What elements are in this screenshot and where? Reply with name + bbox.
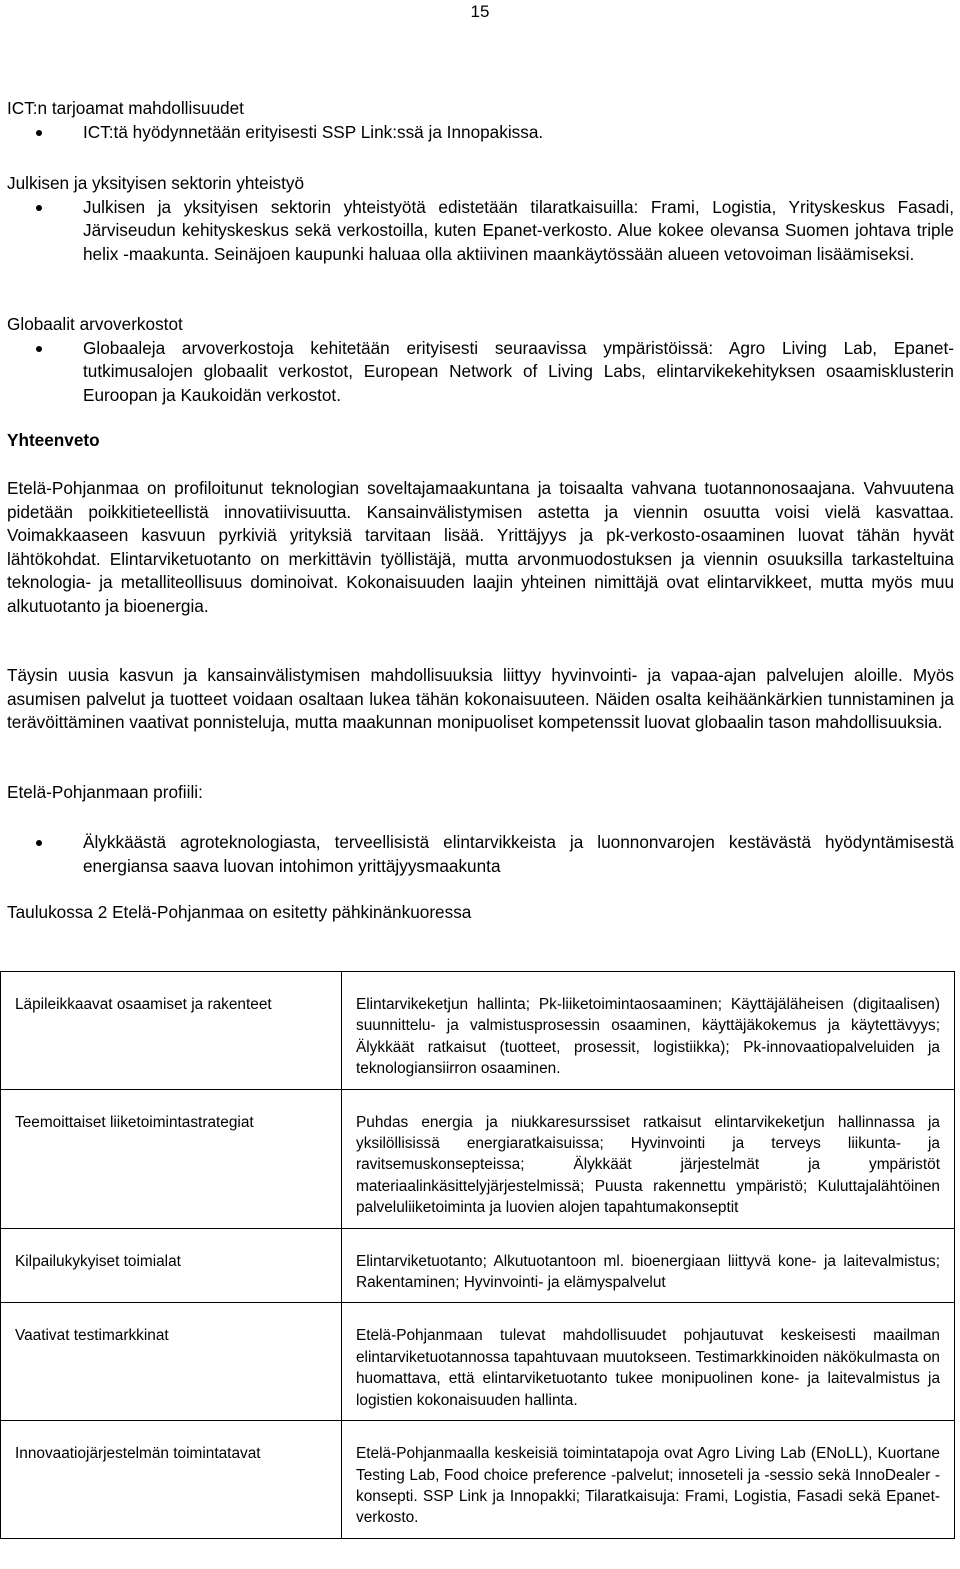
section-heading: Globaalit arvoverkostot (7, 314, 183, 334)
section-public-private (7, 172, 954, 266)
table-cell-label: Vaativat testimarkkinat (1, 1303, 342, 1421)
section-heading: Julkisen ja yksityisen sektorin yhteistyö (7, 173, 305, 193)
summary-table (0, 971, 955, 1539)
table-cell-value: Etelä-Pohjanmaalla keskeisiä toimintatapoja ovat Agro Living Lab (ENoLL), Kuortane Testing Lab, Food choice preference -palvelut; innoseteli ja -sessio sekä InnoDealer -konsepti. SSP Link ja Innopakki; Tilaratkaisuja: Frami, Logistia, Fasadi sekä Epanet-verkosto. (342, 1421, 955, 1539)
bullet-list (7, 337, 954, 408)
table-cell-value: Etelä-Pohjanmaan tulevat mahdollisuudet pohjautuvat keskeisesti maailman elintarviketuotannossa tapahtuvaan muutokseen. Testimarkkinoiden näkökulmasta on huomattava, että elintarviketuotanto tukee monipuolinen kone- ja laitevalmistus ja logistien kokonaisuuden hallinta. (342, 1303, 955, 1421)
section-heading: ICT:n tarjoamat mahdollisuudet (7, 98, 244, 118)
table-cell-value: Puhdas energia ja niukkaresurssiset ratkaisut elintarvikeketjun hallinnassa ja yksilöllisissä energiaratkaisuissa; Hyvinvointi ja terveys liikunta- ja ravitsemuskonsepteissa; Älykkäät järjestelmät ja ympäristöt materiaalinkäsittelyjärjestelmissä; Puusta rakennettu ympäristö; Kuluttajalähtöinen palveluliiketoiminta ja luovien alojen tapahtumakonseptit (342, 1089, 955, 1228)
section-ict (7, 97, 954, 144)
table-cell-label: Innovaatiojärjestelmän toimintatavat (1, 1421, 342, 1539)
page-number: 15 (470, 2, 490, 21)
summary-paragraph-1 (7, 477, 954, 619)
table-cell-label: Kilpailukykyiset toimialat (1, 1228, 342, 1303)
bullet-icon (36, 840, 42, 846)
profile-heading: Etelä-Pohjanmaan profiili: (7, 782, 203, 802)
table-row (1, 1303, 955, 1421)
section-global-value-networks (7, 313, 954, 407)
bullet-list (7, 831, 954, 878)
table-row (1, 1089, 955, 1228)
bullet-list (7, 121, 954, 145)
paragraph-text: Etelä-Pohjanmaa on profiloitunut teknologian soveltajamaakuntana ja toisaalta vahvana tuotannonosaajana. Vahvuutena pidetään poikkitieteellistä innovatiivisuutta. Kansainvälistymisen astetta ja viennin osuutta voisi vielä kasvattaa. Voimakkaaseen kasvuun pyrkiviä yrityksiä tarvitaan lisää. Yrittäjyys ja pk-verkosto-osaaminen luovat tähän hyvät lähtökohdat. Elintarviketuotanto on merkittävin työllistäjä, mutta arvonmuodostuksen ja viennin osuuksilla tarkasteltuina teknologia- ja metalliteollisuus dominoivat. Kokonaisuuden laajin yhteinen nimittäjä ovat elintarvikkeet, mutta myös muu alkutuotanto ja bioenergia. (7, 478, 954, 616)
list-item-text: Julkisen ja yksityisen sektorin yhteistyötä edistetään tilaratkaisuilla: Frami, Logistia, Yrityskeskus Fasadi, Järviseudun kehityskeskus sekä verkostoilla, kuten Epanet-verkosto. Alue kokee olevansa Suomen johtava triple helix -maakunta. Seinäjoen kaupunki haluaa olla aktiivinen maankäytössään alueen vetovoiman lisäämiseksi. (83, 196, 954, 264)
bullet-icon (36, 205, 42, 211)
paragraph-text: Täysin uusia kasvun ja kansainvälistymisen mahdollisuuksia liittyy hyvinvointi- ja vapaa-ajan palvelujen aloille. Myös asumisen palvelut ja tuotteet voidaan osaltaan lukea tähän kokonaisuuteen. Näiden osalta keihäänkärkien tunnistaminen ja terävöittäminen vaativat ponnisteluja, mutta maakunnan monipuoliset kompetenssit luovat globaalin tason mahdollisuuksia. (7, 665, 954, 733)
table-cell-label: Läpileikkaavat osaamiset ja rakenteet (1, 972, 342, 1090)
table-cell-value: Elintarvikeketjun hallinta; Pk-liiketoimintaosaaminen; Käyttäjäläheisen (digitaalisen) suunnittelu- ja valmistusprosessin osaaminen, käyttäjäkokemus ja käytettävyys; Älykkäät ratkaisut (tuotteet, prosessit, logistiikka); Pk-innovaatiopalveluiden ja teknologiansiirron osaaminen. (342, 972, 955, 1090)
table-caption: Taulukossa 2 Etelä-Pohjanmaa on esitetty pähkinänkuoressa (7, 902, 472, 922)
summary-paragraph-2 (7, 664, 954, 735)
list-item (7, 121, 954, 145)
table-cell-value: Elintarviketuotanto; Alkutuotantoon ml. bioenergiaan liittyvä kone- ja laitevalmistus; Rakentaminen; Hyvinvointi- ja elämyspalvelut (342, 1228, 955, 1303)
table-row (1, 1228, 955, 1303)
bullet-icon (36, 346, 42, 352)
list-item (7, 196, 954, 267)
list-item-text: Globaaleja arvoverkostoja kehitetään erityisesti seuraavissa ympäristöissä: Agro Living Lab, Epanet-tutkimusalojen globaalit verkostot, European Network of Living Labs, elintarvikekehityksen osaamisklusterin Euroopan ja Kaukoidän verkostot. (83, 337, 954, 405)
summary-heading: Yhteenveto (7, 430, 100, 450)
list-item-text: ICT:tä hyödynnetään erityisesti SSP Link:ssä ja Innopakissa. (83, 121, 544, 142)
list-item (7, 831, 954, 878)
bullet-icon (36, 130, 42, 136)
table-row (1, 972, 955, 1090)
table-cell-label: Teemoittaiset liiketoimintastrategiat (1, 1089, 342, 1228)
bullet-list (7, 196, 954, 267)
table-row (1, 1421, 955, 1539)
list-item-text: Älykkäästä agroteknologiasta, terveellisistä elintarvikkeista ja luonnonvarojen kestävästä hyödyntämisestä energiansa saava luovan intohimon yrittäjyysmaakunta (83, 832, 954, 876)
profile-section (7, 831, 954, 878)
list-item (7, 337, 954, 408)
